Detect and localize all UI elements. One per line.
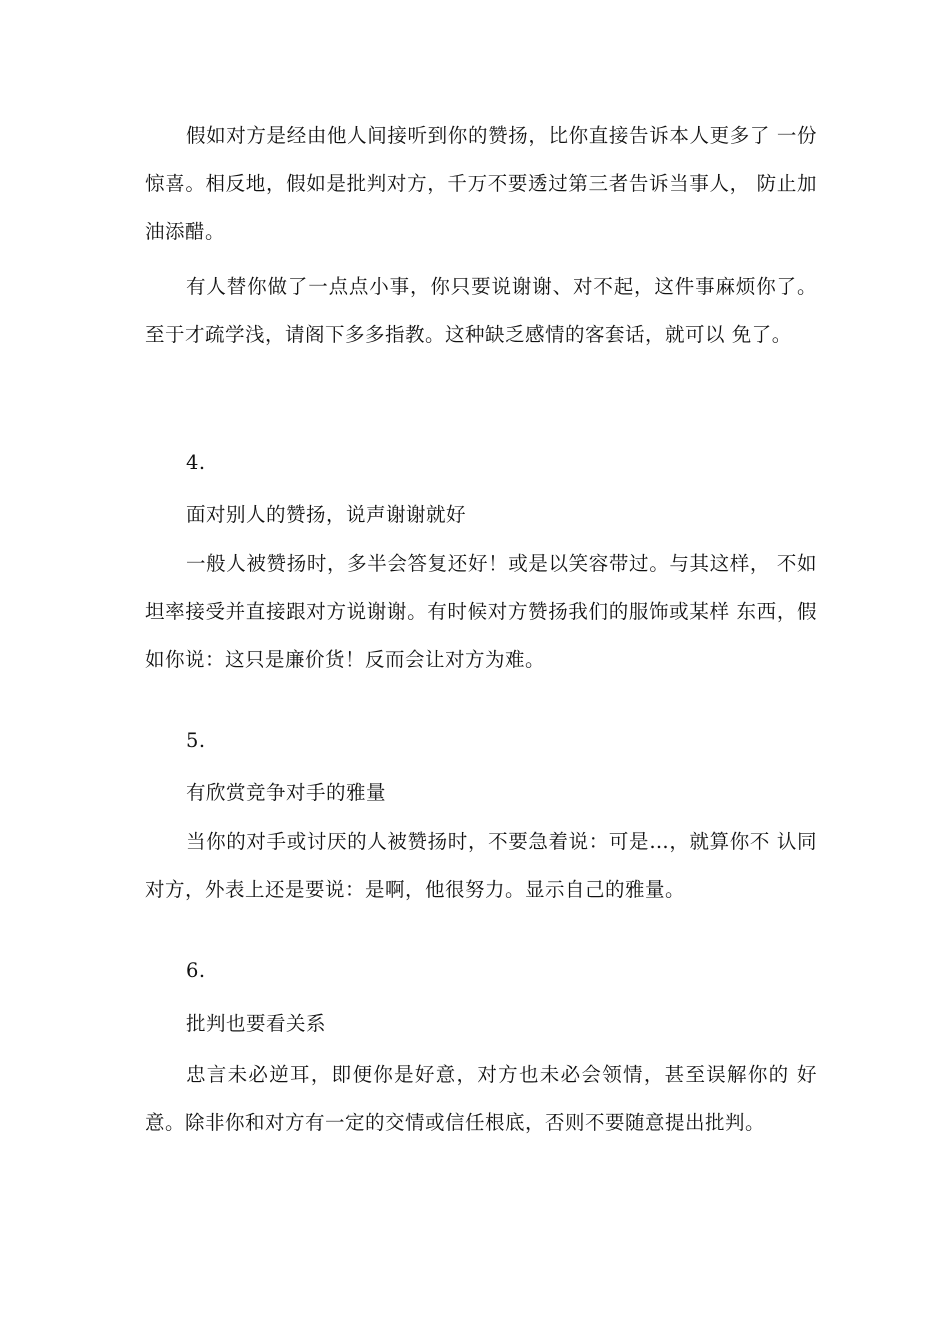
section-heading-5: 有欣赏竞争对手的雅量 bbox=[186, 781, 387, 804]
paragraph-text: 假如对方是经由他人间接听到你的赞扬，比你直接告诉本人更多了 一份惊喜。相反地，假如是批判对方，千万不要透过第三者告诉当事人， 防止加油添醋。 bbox=[145, 124, 817, 243]
section-heading-4: 面对别人的赞扬，说声谢谢就好 bbox=[186, 503, 467, 526]
paragraph-text: 忠言未必逆耳，即便你是好意，对方也未必会领情，甚至误解你的 好意。除非你和对方有一定的交情或信任根底，否则不要随意提出批判。 bbox=[145, 1063, 817, 1134]
section-number-4: 4. bbox=[186, 451, 206, 474]
paragraph-politeness bbox=[145, 263, 817, 359]
section-heading-6: 批判也要看关系 bbox=[186, 1012, 327, 1035]
section-body-6 bbox=[145, 1051, 817, 1147]
section-body-4 bbox=[145, 540, 817, 684]
paragraph-text: 一般人被赞扬时，多半会答复还好！或是以笑容带过。与其这样， 不如坦率接受并直接跟对方说谢谢。有时候对方赞扬我们的服饰或某样 东西，假如你说：这只是廉价货！反而会让对方为难。 bbox=[145, 552, 817, 671]
paragraph-text: 当你的对手或讨厌的人被赞扬时，不要急着说：可是…，就算你不 认同对方，外表上还是要说：是啊，他很努力。显示自己的雅量。 bbox=[145, 830, 817, 901]
section-number-6: 6. bbox=[186, 959, 206, 982]
section-number-5: 5. bbox=[186, 729, 206, 752]
paragraph-text: 有人替你做了一点点小事，你只要说谢谢、对不起，这件事麻烦你了。至于才疏学浅，请阁下多多指教。这种缺乏感情的客套话，就可以 免了。 bbox=[145, 275, 817, 346]
paragraph-praise-indirect bbox=[145, 112, 817, 256]
section-body-5 bbox=[145, 818, 817, 914]
